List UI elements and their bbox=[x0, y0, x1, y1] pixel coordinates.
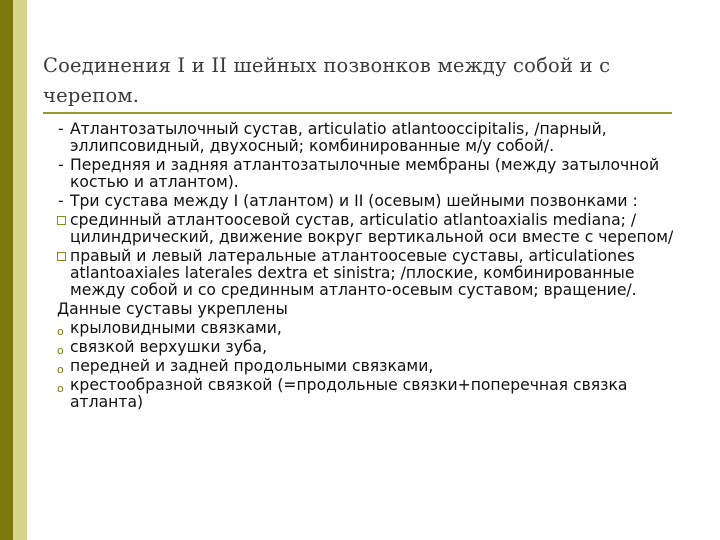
square-bullet-icon bbox=[57, 216, 66, 225]
list-item-text: крестообразной связкой (=продольные связки+поперечная связка атланта) bbox=[70, 376, 628, 411]
paragraph-three-joints bbox=[57, 193, 687, 210]
paragraph-text: Передняя и задняя атлантозатылочные мембраны (между затылочной костью и атлантом). bbox=[70, 156, 660, 191]
paragraph-text: Три сустава между I (атлантом) и II (осевым) шейными позвонками : bbox=[70, 192, 638, 210]
list-item-text: срединный атлантоосевой сустав, articulatio atlantoaxialis mediana; /цилиндрический, движение вокруг вертикальной оси вместе с черепом/ bbox=[70, 211, 674, 246]
circle-bullet-icon: o bbox=[57, 325, 64, 338]
dash-marker: - bbox=[58, 192, 64, 210]
list-item bbox=[57, 377, 687, 411]
ligaments-intro: Данные суставы укреплены bbox=[57, 300, 288, 318]
sidebar-light-stripe bbox=[13, 0, 27, 540]
list-item-text: передней и задней продольными связками, bbox=[70, 357, 434, 375]
paragraph-text: Атлантозатылочный сустав, articulatio atlantooccipitalis, /парный, эллипсовидный, двухосный; комбинированные м/у собой/. bbox=[70, 120, 607, 155]
list-item-text: связкой верхушки зуба, bbox=[70, 338, 268, 356]
title-underline bbox=[43, 112, 672, 114]
list-item-text: правый и левый латеральные атлантоосевые суставы, articulationes atlantoaxiales laterales dextra et sinistra; /плоские, комбинированные между собой и со срединным атланто-осевым суставом; вращение/. bbox=[70, 247, 637, 299]
list-item bbox=[57, 248, 687, 299]
paragraph-membranes bbox=[57, 157, 687, 191]
list-item bbox=[57, 212, 687, 246]
slide-body bbox=[57, 121, 687, 413]
list-item bbox=[57, 358, 687, 375]
circle-bullet-icon: o bbox=[57, 382, 64, 395]
list-item bbox=[57, 339, 687, 356]
list-item-text: крыловидными связками, bbox=[70, 319, 282, 337]
circle-bullet-icon: o bbox=[57, 363, 64, 376]
list-item bbox=[57, 320, 687, 337]
dash-marker: - bbox=[58, 156, 64, 174]
square-bullet-icon bbox=[57, 252, 66, 261]
circle-bullet-icon: o bbox=[57, 344, 64, 357]
sidebar-dark-stripe bbox=[0, 0, 13, 540]
paragraph-atlantooccipital-joint bbox=[57, 121, 687, 155]
slide-title: Соединения I и II шейных позвонков между собой и с черепом. bbox=[43, 54, 611, 107]
dash-marker: - bbox=[58, 120, 64, 138]
